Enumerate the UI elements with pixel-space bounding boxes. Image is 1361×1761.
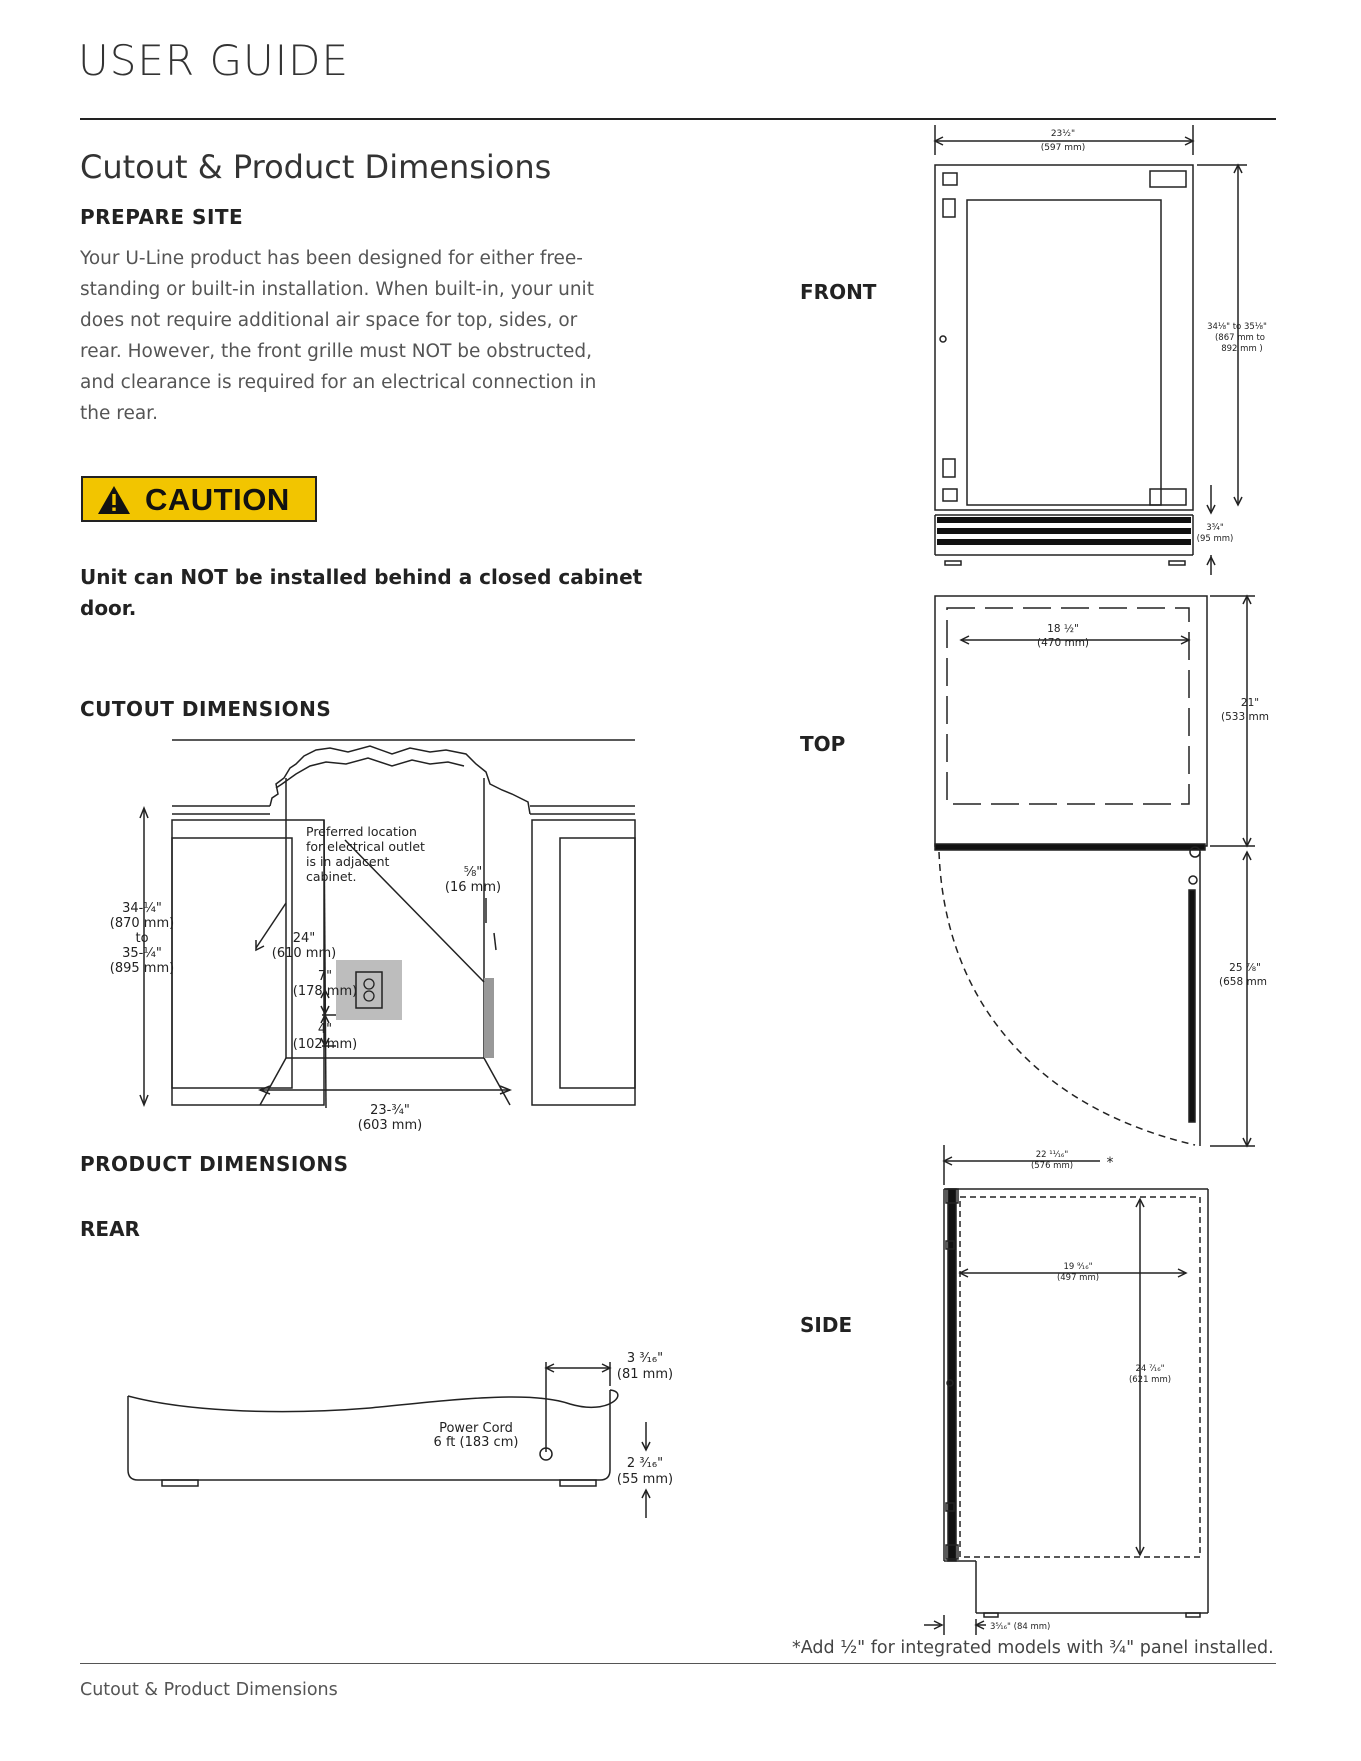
rear-height-offset-1: 2 ³⁄₁₆" (626, 1456, 664, 1471)
top-label: TOP (800, 732, 846, 756)
power-cord-2: 6 ft (183 cm) (433, 1435, 519, 1450)
top-view-diagram (925, 590, 1275, 1155)
rear-label: REAR (80, 1217, 140, 1241)
rear-height-offset-2: (55 mm) (616, 1472, 674, 1487)
warning-triangle-icon (97, 484, 131, 516)
document-title: USER GUIDE (78, 36, 350, 85)
side-inner-height-2: (621 mm) (1128, 1375, 1172, 1385)
outlet-base-1: 4" (317, 1022, 333, 1037)
caution-message: Unit can NOT be installed behind a closed cabinet door. (80, 565, 643, 620)
cutout-height-4: 35-¼" (122, 946, 162, 961)
front-width-1: 23½" (1050, 129, 1076, 139)
front-height-3: 892 mm ) (1221, 344, 1263, 354)
cutout-width-1: 23-¾" (370, 1103, 410, 1118)
cutout-width-2: (603 mm) (357, 1118, 423, 1133)
top-depth-1: 21" (1240, 697, 1260, 709)
outlet-note-1: Preferred location (306, 824, 417, 839)
front-grille-1: 3¾" (1206, 523, 1224, 533)
power-cord-1: Power Cord (439, 1421, 513, 1436)
section-title: Cutout & Product Dimensions (80, 148, 552, 186)
caution-label: CAUTION (145, 482, 290, 517)
top-inner-width-1: 18 ½" (1047, 623, 1079, 635)
outlet-note-4: cabinet. (306, 869, 357, 884)
outlet-note-2: for electrical outlet (306, 839, 425, 854)
cutout-height-1: 34-¼" (122, 901, 162, 916)
cutout-depth-2: (610 mm) (271, 946, 337, 961)
rear-side-offset-2: (81 mm) (616, 1367, 674, 1382)
front-height-1: 34⅛" to 35⅛" (1207, 322, 1267, 332)
side-view-diagram (910, 1145, 1210, 1635)
cutout-heading: CUTOUT DIMENSIONS (80, 697, 332, 721)
prepare-site-heading: PREPARE SITE (80, 205, 244, 229)
header-rule (80, 118, 1276, 120)
front-height-2: (867 mm to (1214, 333, 1266, 343)
prepare-site-body: Your U-Line product has been designed for either free-standing or built-in installation. When built-in, your unit does not require additional air space for top, sides, or rear. However, the front grille must NOT be obstructed, and clearance is required for an electrical connection in the rear. (80, 248, 597, 424)
front-grille-2: (95 mm) (1196, 534, 1234, 544)
side-depth-1: 22 ¹¹⁄₁₆" (1035, 1150, 1069, 1160)
cutout-height-2: (870 mm) (109, 916, 175, 931)
side-depth-2: (576 mm) (1030, 1161, 1074, 1171)
outlet-height-2: (178 mm) (292, 984, 358, 999)
side-inner-depth-1: 19 ⁹⁄₁₆" (1063, 1262, 1093, 1272)
outlet-base-2: (102 mm) (292, 1037, 358, 1052)
caution-badge (81, 476, 317, 522)
cutout-height-3: to (135, 931, 149, 946)
product-dimensions-heading: PRODUCT DIMENSIONS (80, 1152, 349, 1176)
top-swing-1: 25 ⅞" (1229, 962, 1261, 974)
outlet-height-1: 7" (317, 969, 333, 984)
footnote: *Add ½" for integrated models with ¾" panel installed. (792, 1638, 1274, 1658)
outlet-note-3: is in adjacent (306, 854, 390, 869)
side-base: 3⁵⁄₁₆" (84 mm) (990, 1622, 1051, 1632)
front-width-2: (597 mm) (1040, 143, 1086, 153)
rear-diagram (120, 1350, 690, 1520)
side-inner-depth-2: (497 mm) (1056, 1273, 1100, 1283)
cutout-height-5: (895 mm) (109, 961, 175, 976)
top-inner-width-2: (470 mm) (1036, 637, 1090, 649)
front-label: FRONT (800, 280, 877, 304)
rear-side-offset-1: 3 ³⁄₁₆" (626, 1351, 664, 1366)
cutout-diagram (100, 728, 645, 1138)
top-depth-2: (533 mm (1221, 711, 1269, 723)
top-swing-2: (658 mm (1219, 976, 1267, 988)
cutout-depth-1: 24" (292, 931, 316, 946)
footer-rule (80, 1663, 1276, 1664)
side-inner-height-1: 24 ⁷⁄₁₆" (1135, 1364, 1165, 1374)
side-label: SIDE (800, 1313, 853, 1337)
footer-text: Cutout & Product Dimensions (80, 1680, 338, 1700)
cutout-gap-2: (16 mm) (444, 880, 502, 895)
cutout-gap-1: ⅝" (463, 865, 483, 880)
side-asterisk: * (1106, 1155, 1114, 1171)
front-view-diagram (925, 125, 1275, 580)
